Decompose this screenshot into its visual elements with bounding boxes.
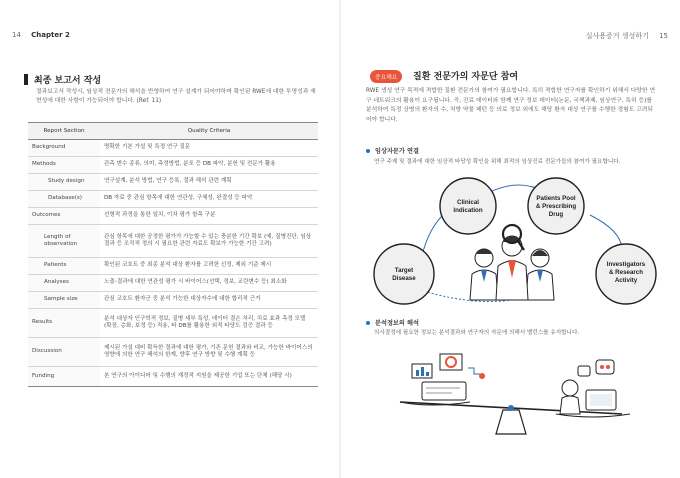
- clinical-indication-circle: [440, 178, 496, 234]
- label-target-disease: Target Disease: [392, 267, 416, 282]
- table-row: [28, 157, 318, 174]
- section-heading: [24, 73, 101, 86]
- quality-criteria-cell: 본 연구의 아이디어 및 수행의 재정적 지원을 제공한 기업 또는 단체 (해당 시): [100, 367, 318, 387]
- report-criteria-table: [28, 122, 318, 387]
- column-header-report-section: Report Section: [28, 123, 100, 140]
- table-row: [28, 225, 318, 258]
- label-patients-pool: Patients Pool & Prescribing Drug: [535, 195, 577, 218]
- table-row: [28, 140, 318, 157]
- quality-criteria-cell: 선형적 과정을 통한 일치, 이차 평가 항목 구분: [100, 208, 318, 225]
- chapter-label: Chapter 2: [31, 31, 70, 39]
- report-section-cell: Analyses: [28, 275, 100, 292]
- quality-criteria-cell: 관심 항목에 대한 공정한 평가가 가능할 수 있는 충분한 기간 확보 (예, 질병진단, 임상결과 등 조작적 정의 시 필요한 관련 자료도 확보가 가능한 기간 고려): [100, 225, 318, 258]
- table-row: [28, 191, 318, 208]
- target-disease-circle: [374, 244, 434, 304]
- expert-network-diagram: [360, 170, 660, 308]
- report-section-cell: Database(s): [28, 191, 100, 208]
- left-page-number: 14: [12, 31, 21, 39]
- report-section-cell: Funding: [28, 367, 100, 387]
- quality-criteria-cell: DB 자료 중 관심 항목에 대한 연관성, 구체성, 완결성 등 파악: [100, 191, 318, 208]
- bullet-analysis-interpretation: [366, 318, 419, 327]
- table-header-row: [28, 123, 318, 140]
- report-section-cell: Patients: [28, 258, 100, 275]
- table-row: [28, 309, 318, 338]
- left-running-header: [12, 31, 70, 39]
- report-section-cell: Results: [28, 309, 100, 338]
- bullet-dot-icon: [366, 321, 370, 325]
- bullet-title: 분석정보의 해석: [375, 320, 419, 327]
- quality-criteria-cell: 연구설계, 분석 방법, 연구 등록, 결과 해석 관련 계획: [100, 174, 318, 191]
- report-section-cell: Study design: [28, 174, 100, 191]
- researcher-advice-icon: [560, 360, 616, 414]
- table-row: [28, 292, 318, 309]
- bullet-description: 의사결정에 필요한 정보는 분석결과와 연구자의 자문에 의해서 밸런스를 유지합니다.: [374, 330, 580, 336]
- column-header-quality-criteria: Quality Criteria: [100, 123, 318, 140]
- quality-criteria-cell: 관심 코호트 환자군 중 분석 가능한 대상자수에 대한 합리적 근거: [100, 292, 318, 309]
- analysis-data-icon: [412, 354, 485, 400]
- quality-criteria-cell: 확인된 코호트 중 최종 분석 대상 환자를 고려한 선정, 제외 기준 제시: [100, 258, 318, 275]
- table-row: [28, 338, 318, 367]
- section-title: 최종 보고서 작성: [34, 76, 102, 86]
- report-section-cell: Length of observation: [28, 225, 100, 258]
- report-section-cell: Outcomes: [28, 208, 100, 225]
- quality-criteria-cell: 제시된 가설 대비 확득한 결과에 대한 평가, 기존 문헌 결과와 비교, 가능한 바이어스의 영향에 의한 연구 해석의 한계, 향후 연구 방향 및 수행 계획 등: [100, 338, 318, 367]
- quality-criteria-cell: 분석 대상자 인구학적 정보, 질병 세부 특성, 데이터 결손 처리, 치료 효과 측정 모델 (확장, 층화, 보정 등) 적용, 타 DB를 활용한 외적 타당도 검증 결과 등: [100, 309, 318, 338]
- bullet-description: 연구 주제 및 결과에 대한 임상적 타당성 확인을 위해 최적의 임상진료 전문가들의 참여가 필요합니다.: [374, 159, 621, 165]
- label-investigators: Investigators & Research Activity: [606, 261, 646, 284]
- flow-arrow: [590, 215, 622, 248]
- table-body: [28, 140, 318, 387]
- right-page-number: 15: [659, 32, 668, 40]
- bullet-clinical-advisor: [366, 146, 419, 155]
- quality-criteria-cell: 관측 변수 종류, 의미, 측정방법, 분포 등 DB 파악, 분헌 및 전문가 활용: [100, 157, 318, 174]
- right-running-header: [586, 31, 668, 41]
- bullet-title: 임상자문가 연결: [375, 148, 419, 155]
- section-intro: 결과보고서 작성시, 임상적 전문가의 해석을 반영하여 연구 설계가 되어야하며 확인된 RWE에 대한 투명성과 재현성에 대한 사항이 가능되어야 합니다. (Ref. 11): [36, 89, 316, 104]
- table-row: [28, 275, 318, 292]
- report-section-cell: Methods: [28, 157, 100, 174]
- table-row: [28, 367, 318, 387]
- important-badge: 중요해요: [370, 70, 402, 83]
- report-section-cell: Sample size: [28, 292, 100, 309]
- page-gutter: [339, 0, 341, 478]
- label-clinical-indication: Clinical Indication: [453, 199, 483, 214]
- doctors-illustration: [470, 225, 554, 300]
- right-intro: RWE 생성 연구 목적에 적합한 질환 전문가의 참여가 필요합니다. 특히 적합한 연구자를 확인하기 위해서 다양한 연구 네트워크의 활용이 요구됩니다. 즉, 진료 데이터와 함께 연구 정보 데이터(논문, 국책과제, 임상연구, 특허 등)를 분석하여 특정 상병의 환자의 수, 처방 약물 패턴 등 의료 정보 외에도 해당 환자 대상 연구를 수행한 경험도 고려되어야 합니다.: [366, 88, 656, 123]
- scale-fulcrum: [496, 410, 526, 434]
- report-section-cell: Background: [28, 140, 100, 157]
- balance-scale-illustration: [360, 338, 660, 438]
- report-section-cell: Discussion: [28, 338, 100, 367]
- fulcrum-pivot-icon: [508, 405, 514, 411]
- table-row: [28, 208, 318, 225]
- table-row: [28, 174, 318, 191]
- right-header-title: 실사용증거 생성하기: [585, 32, 649, 40]
- heading-bar-icon: [24, 74, 28, 85]
- quality-criteria-cell: 노출-결과에 대한 연관성 평가 시 바이어스(선택, 정보, 교란변수 등) 최소화: [100, 275, 318, 292]
- table-row: [28, 258, 318, 275]
- quality-criteria-cell: 명확한 기본 가설 및 특정 연구 질문: [100, 140, 318, 157]
- right-section-title: 질환 전문가의 자문단 참여: [413, 72, 519, 82]
- bullet-dot-icon: [366, 149, 370, 153]
